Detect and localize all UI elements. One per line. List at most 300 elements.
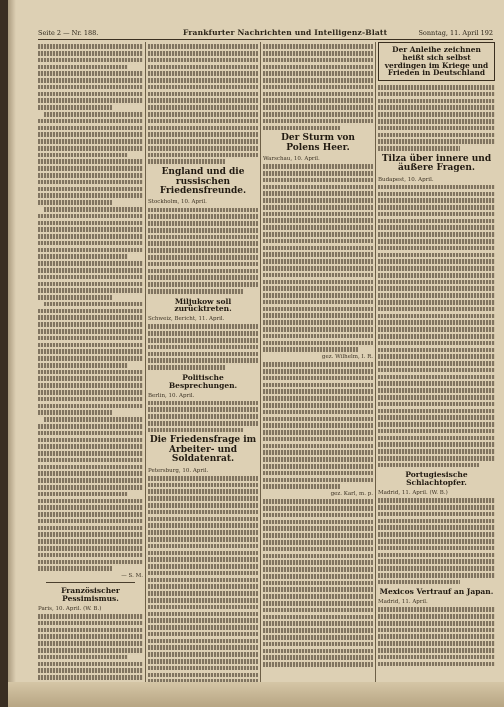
text-line [378,546,495,551]
text-line [378,381,495,386]
text-line [38,356,143,361]
page-number: Seite 2 — Nr. 188. [38,29,99,37]
text-line [38,71,143,76]
article-heading: England und die russischen Friedensfreunde. [159,167,247,196]
text-line [378,293,495,298]
text-line [263,178,373,183]
text-line [263,320,373,325]
text-line [38,315,143,320]
text-line [148,132,258,137]
text-line [148,612,258,617]
page-header [38,28,493,40]
text-line [378,634,495,639]
text-line [263,464,373,469]
text-line [44,417,143,422]
text-line [38,227,143,232]
text-line [378,368,495,373]
text-line [38,410,112,415]
text-line [263,389,373,394]
article-heading: Mexicos Vertrauf an Japan. [379,587,494,597]
text-line [148,208,258,213]
text-line [378,559,495,564]
text-line [378,105,495,110]
text-line [378,498,495,503]
text-line [148,605,258,610]
text-line [263,437,373,442]
text-line [263,554,373,559]
text-line [38,343,143,348]
text-line [38,126,143,131]
text-line [263,126,340,131]
signature: gez. Wilhelm, I. R. [321,354,373,361]
text-line [263,444,373,449]
text-line [148,632,258,637]
text-line [378,92,495,97]
text-line [148,645,258,650]
text-line [378,307,495,312]
text-line [263,293,373,298]
article-signature: — S. M. [121,573,143,580]
text-line [263,533,373,538]
text-line [148,248,258,253]
text-line [263,280,373,285]
dateline: Madrid, 11. April. [378,599,428,606]
text-line [148,401,258,406]
text-line [378,415,495,420]
text-line [38,431,143,436]
newspaper-page [8,0,504,707]
text-line [263,171,373,176]
text-line [378,655,495,660]
text-line [378,314,495,319]
text-line [378,648,495,653]
text-line [148,598,258,603]
text-line [263,266,373,271]
text-line [263,608,373,613]
text-line [378,253,495,258]
text-line [378,126,495,131]
text-line [38,471,143,476]
text-line [38,404,143,409]
text-line [148,282,258,287]
text-line [38,648,143,653]
text-line [378,320,495,325]
text-line [148,510,258,515]
text-line [148,639,258,644]
text-line [38,444,143,449]
text-line [263,499,373,504]
text-line [263,239,373,244]
text-line [148,44,258,49]
article-heading: Miljukow soll zurücktreten. [174,296,232,314]
text-line [263,232,373,237]
text-line [263,457,373,462]
text-line [263,286,373,291]
article-heading: Die Friedensfrage im Arbeiter- und Soldatenrat. [149,435,257,465]
text-line [263,417,373,422]
text-line [148,503,258,508]
text-line [263,225,373,230]
text-line [263,649,373,654]
text-line [148,557,258,562]
text-line [263,484,340,489]
text-line [263,376,373,381]
column-4 [378,42,495,682]
text-line [148,159,225,164]
text-line [148,523,258,528]
text-line [38,309,143,314]
text-line [263,581,373,586]
dateline: Berlin, 10. April. [148,392,195,399]
text-line [378,402,495,407]
text-line [38,614,143,619]
dateline: Stockholm, 10. April. [148,199,207,206]
text-line [263,662,373,667]
text-line [263,567,373,572]
text-line [378,532,495,537]
text-line [148,324,258,329]
text-line [148,78,258,83]
text-line [38,505,143,510]
text-line [378,198,495,203]
text-line [263,615,373,620]
text-line [148,112,258,117]
text-line [38,451,143,456]
text-line [378,146,460,151]
text-line [38,146,143,151]
column-3 [263,42,373,682]
text-line [378,185,495,190]
column-2 [148,42,258,682]
text-line [38,655,128,660]
text-line [148,71,258,76]
text-line [38,641,143,646]
text-line [148,119,258,124]
text-line [38,383,143,388]
text-line [38,553,143,558]
text-line [38,376,143,381]
text-line [38,105,112,110]
text-line [38,621,143,626]
text-line [38,512,143,517]
war-loan-notice [378,42,495,81]
text-line [38,458,143,463]
text-line [38,370,143,375]
text-line [263,65,373,70]
text-line [263,635,373,640]
dateline: Budapest, 10. April. [378,176,434,183]
article-continuation [38,44,143,571]
text-line [38,532,143,537]
text-line [148,358,258,363]
text-line [38,390,143,395]
text-line [263,594,373,599]
text-line [148,496,258,501]
text-line [263,642,373,647]
text-line [378,112,495,117]
text-line [38,234,143,239]
article-heading: Französischer Pessimismus. [61,586,120,603]
text-line [263,601,373,606]
text-line [263,78,373,83]
text-line [378,442,495,447]
text-line [38,65,128,70]
text-line [38,363,128,368]
text-line [378,573,495,578]
column-rule [145,42,146,682]
text-line [378,85,495,90]
text-line [38,261,143,266]
text-line [263,574,373,579]
text-line [148,578,258,583]
text-line [38,254,128,259]
text-line [148,352,258,357]
text-line [38,668,143,673]
text-line [148,214,258,219]
text-line [44,207,143,212]
text-line [148,139,258,144]
text-line [148,365,225,370]
text-line [148,92,258,97]
text-line [148,338,258,343]
text-line [148,428,243,433]
text-line [38,546,143,551]
text-line [38,478,143,483]
text-line [38,78,143,83]
text-line [38,329,143,334]
text-line [263,164,373,169]
text-line [38,173,143,178]
text-line [378,219,495,224]
text-line [38,153,128,158]
text-line [148,659,258,664]
text-line [148,551,258,556]
text-line [38,397,143,402]
text-line [263,403,373,408]
text-line [378,133,495,138]
text-line [148,564,258,569]
text-line [38,349,143,354]
text-line [148,255,258,260]
text-line [38,492,128,497]
text-line [148,407,258,412]
text-line [263,410,373,415]
text-line [378,280,495,285]
text-line [38,44,143,49]
text-line [263,334,373,339]
text-line [263,85,373,90]
text-line [378,246,495,251]
dateline: Paris, 10. April. (W. B.) [38,605,102,612]
text-line [378,341,495,346]
text-line [263,51,373,56]
text-line [38,51,143,56]
dateline: Warschau, 10. April. [263,156,320,163]
text-line [378,607,495,612]
text-line [38,560,143,565]
text-line [38,295,112,300]
text-line [148,51,258,56]
text-line [263,44,373,49]
text-line [263,560,373,565]
text-line [378,348,495,353]
text-line [263,307,373,312]
text-line [378,519,495,524]
text-line [148,618,258,623]
text-line [378,429,495,434]
text-line [38,566,112,571]
text-line [263,313,373,318]
text-line [263,198,373,203]
text-line [38,159,143,164]
text-line [38,499,143,504]
text-line [148,517,258,522]
text-line [148,98,258,103]
text-line [378,286,495,291]
text-line [148,537,258,542]
text-line [148,591,258,596]
text-line [263,478,373,483]
text-line [378,628,495,633]
text-line [148,126,258,131]
text-line [378,259,495,264]
text-line [263,369,373,374]
text-line [148,421,258,426]
text-line [263,520,373,525]
text-line [148,228,258,233]
text-line [148,235,258,240]
text-line [263,430,373,435]
text-line [38,193,143,198]
text-line [263,212,373,217]
text-line [378,334,495,339]
text-line [38,166,143,171]
text-line [378,553,495,558]
issue-date: Sonntag, 11. April 192 [418,29,493,37]
text-line [148,241,258,246]
text-line [378,361,495,366]
text-line [263,273,373,278]
text-line [378,375,495,380]
text-line [38,85,143,90]
text-line [38,519,143,524]
text-line [38,139,143,144]
column-rule [260,42,261,682]
text-line [38,628,143,633]
text-line [38,200,112,205]
text-line [38,248,143,253]
text-line [378,436,495,441]
text-line [148,85,258,90]
text-line [378,422,495,427]
text-line [378,232,495,237]
text-line [378,388,495,393]
text-line [148,673,258,678]
text-line [148,269,258,274]
text-line [378,505,495,510]
text-line [263,506,373,511]
text-line [263,71,373,76]
text-line [148,58,258,63]
text-line [148,221,258,226]
text-line [38,424,143,429]
text-line [38,288,143,293]
text-line [378,566,495,571]
dateline: Schweiz, Bericht, 11. April. [148,316,225,323]
text-line [263,621,373,626]
text-line [263,540,373,545]
article-heading: Politische Besprechungen. [168,372,238,390]
text-line [378,395,495,400]
text-line [148,275,258,280]
text-line [378,266,495,271]
text-line [148,483,258,488]
text-line [148,666,258,671]
text-line [148,414,258,419]
text-line [263,655,373,660]
text-line [378,205,495,210]
text-line [263,252,373,257]
text-line [263,526,373,531]
text-line [38,336,143,341]
text-line [378,512,495,517]
text-line [263,246,373,251]
text-line [38,282,143,287]
article-heading: Tilza über innere und äußere Fragen. [381,153,492,174]
text-line [378,525,495,530]
text-line [38,214,143,219]
text-line [263,185,373,190]
text-line [378,327,495,332]
text-line [263,259,373,264]
text-line [263,396,373,401]
text-line [263,191,373,196]
text-line [148,262,258,267]
text-line [38,662,143,667]
text-line [378,614,495,619]
text-line [38,180,143,185]
text-line [263,58,373,63]
article-heading: Der Sturm von Polens Heer. [281,133,355,153]
text-line [148,652,258,657]
text-line [378,539,495,544]
text-line [263,327,373,332]
text-line [263,112,373,117]
text-line [148,476,258,481]
text-line [38,322,143,327]
notice-text: Der Anleihe zeichnen heißt sich selbst verdingen im Kriege und Frieden in Deutschland [384,45,489,78]
text-line [263,471,373,476]
text-line [263,362,373,367]
text-line [148,105,258,110]
dateline: Madrid, 11. April. (W. B.) [378,490,448,497]
text-line [378,641,495,646]
text-line [38,241,143,246]
text-line [148,289,243,294]
text-line [38,132,143,137]
text-line [263,450,373,455]
text-line [38,465,143,470]
text-line [38,58,143,63]
text-line [38,634,143,639]
text-line [263,347,358,352]
text-line [378,192,495,197]
article-heading: Portugiesische Schlachtopfer. [405,470,468,488]
dateline: Petersburg, 10. April. [148,467,209,474]
text-line [263,628,373,633]
text-line [148,584,258,589]
text-line [378,212,495,217]
